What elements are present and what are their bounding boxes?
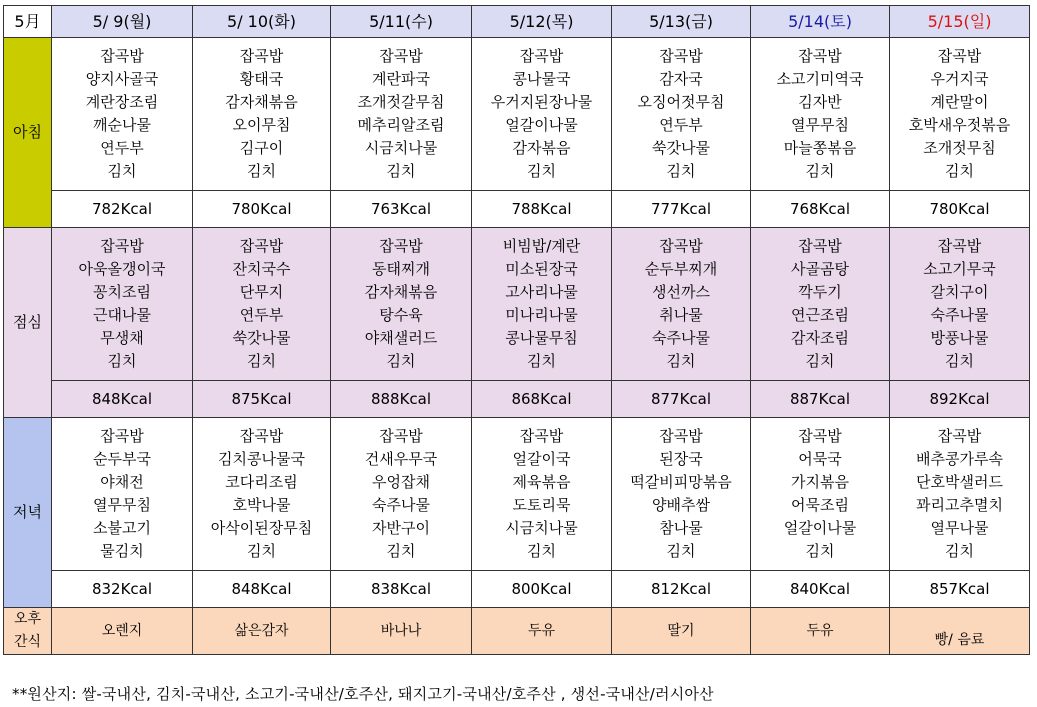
breakfast-section: [4, 38, 1030, 228]
menu-cell: [331, 228, 472, 381]
menu-item: 잡곡밥: [519, 427, 564, 445]
menu-cell: [331, 38, 472, 191]
menu-item: 김치: [527, 162, 556, 180]
weekly-menu-table: [3, 5, 1030, 655]
meal-items-row: [4, 418, 1030, 571]
menu-cell: [472, 418, 612, 571]
kcal-cell: 763Kcal: [331, 191, 472, 228]
menu-item: 갈치구이: [930, 283, 989, 301]
menu-cell: [52, 228, 193, 381]
menu-item: 탕수육: [379, 306, 423, 324]
menu-cell: [52, 418, 193, 571]
meal-items-row: [4, 228, 1030, 381]
kcal-row: [4, 191, 1030, 228]
menu-item: 어묵조림: [791, 496, 849, 514]
menu-item: 양지사골국: [85, 70, 159, 88]
menu-cell: [331, 418, 472, 571]
menu-cell: [193, 418, 331, 571]
menu-item: 잡곡밥: [937, 47, 982, 65]
menu-item: 잡곡밥: [100, 427, 144, 445]
kcal-cell: 780Kcal: [890, 191, 1030, 228]
kcal-cell: 877Kcal: [612, 381, 751, 418]
menu-item: 김치: [945, 352, 974, 370]
menu-cell: [890, 38, 1030, 191]
menu-item: 쑥갓나물: [652, 139, 710, 157]
menu-item: 김치: [247, 542, 276, 560]
menu-item: 떡갈비피망볶음: [630, 473, 732, 491]
menu-item: 연근조림: [791, 306, 849, 324]
kcal-cell: 848Kcal: [52, 381, 193, 418]
menu-item: 방풍나물: [930, 329, 989, 347]
menu-item: 잡곡밥: [798, 47, 842, 65]
menu-item: 제육볶음: [512, 473, 571, 491]
menu-cell: [751, 38, 890, 191]
snack-label-line: 오후: [13, 611, 42, 627]
menu-item: 오이무침: [232, 116, 291, 134]
menu-item: 취나물: [659, 306, 703, 324]
menu-item: 잡곡밥: [239, 237, 284, 255]
menu-item: 조개젓무침: [923, 139, 996, 157]
menu-item: 사골곰탕: [791, 260, 849, 278]
menu-item: 조개젓갈무침: [357, 93, 445, 111]
origin-footnote: **원산지: 쌀-국내산, 김치-국내산, 소고기-국내산/호주산, 돼지고기-국내산/호주산 , 생선-국내산/러시아산: [12, 685, 714, 703]
menu-item: 잡곡밥: [937, 237, 982, 255]
menu-item: 잡곡밥: [100, 47, 144, 65]
menu-item: 도토리묵: [512, 496, 571, 514]
menu-cell: [751, 418, 890, 571]
menu-item: 고사리나물: [505, 283, 578, 301]
menu-item: 호박나물: [232, 496, 291, 514]
menu-item: 황태국: [239, 70, 284, 88]
menu-item: 연두부: [659, 116, 703, 134]
kcal-cell: 848Kcal: [193, 571, 331, 608]
snack-cell: 바나나: [331, 608, 472, 655]
menu-item: 계란말이: [930, 93, 989, 111]
menu-cell: [612, 228, 751, 381]
menu-item: 잡곡밥: [519, 47, 564, 65]
menu-item: 마늘쫑볶음: [783, 139, 857, 157]
menu-item: 연두부: [239, 306, 284, 324]
menu-item: 비빔밥/계란: [502, 237, 581, 255]
menu-item: 가지볶음: [791, 473, 849, 491]
kcal-cell: 782Kcal: [52, 191, 193, 228]
menu-item: 콩나물무침: [505, 329, 578, 347]
dinner-section: [4, 418, 1030, 608]
snack-cell: 삶은감자: [193, 608, 331, 655]
lunch-section: [4, 228, 1030, 418]
menu-item: 순두부찌개: [644, 260, 718, 278]
menu-item: 열무무침: [791, 116, 849, 134]
menu-item: 소고기무국: [923, 260, 996, 278]
menu-item: 잔치국수: [232, 260, 291, 278]
menu-item: 감자국: [659, 70, 703, 88]
menu-item: 동태찌개: [372, 260, 430, 278]
snack-cell: 두유: [751, 608, 890, 655]
menu-item: 감자채볶음: [225, 93, 298, 111]
menu-item: 잡곡밥: [239, 427, 284, 445]
kcal-row: [4, 571, 1030, 608]
menu-item: 얼갈이국: [512, 450, 571, 468]
menu-item: 김치: [805, 542, 835, 560]
menu-item: 시금치나물: [364, 139, 438, 157]
header-row: [4, 6, 1030, 38]
menu-item: 김치: [666, 352, 696, 370]
menu-item: 잡곡밥: [379, 427, 423, 445]
snack-label: [4, 608, 52, 655]
menu-item: 야채샐러드: [364, 329, 438, 347]
menu-item: 자반구이: [372, 519, 430, 537]
menu-item: 김치: [805, 352, 835, 370]
kcal-cell: 887Kcal: [751, 381, 890, 418]
menu-item: 숙주나물: [652, 329, 710, 347]
menu-item: 단무지: [239, 283, 284, 301]
menu-cell: [472, 228, 612, 381]
menu-item: 잡곡밥: [379, 47, 423, 65]
meal-label: 점심: [4, 228, 52, 418]
menu-item: 배추콩가루속: [916, 450, 1003, 468]
day-header-sunday: 5/15(일): [890, 6, 1030, 38]
menu-item: 미소된장국: [505, 260, 578, 278]
menu-item: 잡곡밥: [239, 47, 284, 65]
menu-item: 김치콩나물국: [218, 450, 305, 468]
menu-cell: [612, 418, 751, 571]
menu-item: 잡곡밥: [937, 427, 982, 445]
kcal-cell: 888Kcal: [331, 381, 472, 418]
menu-item: 감자볶음: [512, 139, 571, 157]
menu-item: 시금치나물: [505, 519, 578, 537]
meal-label: 저녁: [4, 418, 52, 608]
menu-item: 열무나물: [930, 519, 989, 537]
menu-item: 김치: [666, 162, 696, 180]
menu-item: 꽈리고추멸치: [916, 496, 1003, 514]
menu-item: 김치: [247, 352, 276, 370]
menu-item: 우거지된장나물: [490, 93, 593, 111]
menu-item: 잡곡밥: [100, 237, 144, 255]
menu-item: 김치: [666, 542, 696, 560]
kcal-cell: 788Kcal: [472, 191, 612, 228]
menu-item: 콩나물국: [512, 70, 571, 88]
menu-item: 깨순나물: [93, 116, 151, 134]
menu-item: 우엉잡채: [372, 473, 430, 491]
menu-item: 잡곡밥: [798, 237, 842, 255]
day-header: 5/ 10(화): [193, 6, 331, 38]
menu-item: 김치: [386, 162, 416, 180]
kcal-cell: 800Kcal: [472, 571, 612, 608]
menu-item: 깍두기: [798, 283, 842, 301]
menu-item: 잡곡밥: [659, 47, 703, 65]
kcal-cell: 840Kcal: [751, 571, 890, 608]
kcal-cell: 780Kcal: [193, 191, 331, 228]
menu-item: 연두부: [100, 139, 144, 157]
snack-cell: 오렌지: [52, 608, 193, 655]
menu-item: 김치: [805, 162, 835, 180]
menu-item: 무생채: [100, 329, 144, 347]
kcal-cell: 777Kcal: [612, 191, 751, 228]
menu-item: 호박새우젓볶음: [908, 116, 1011, 134]
menu-item: 김치: [386, 542, 416, 560]
menu-item: 아욱올갱이국: [78, 260, 166, 278]
day-header: 5/12(목): [472, 6, 612, 38]
menu-item: 쑥갓나물: [232, 329, 291, 347]
kcal-cell: 832Kcal: [52, 571, 193, 608]
menu-cell: [612, 38, 751, 191]
menu-item: 미나리나물: [505, 306, 578, 324]
menu-item: 잡곡밥: [798, 427, 842, 445]
menu-item: 김치: [107, 162, 137, 180]
meal-items-row: [4, 38, 1030, 191]
menu-item: 김치: [107, 352, 137, 370]
day-header: 5/ 9(월): [52, 6, 193, 38]
menu-item: 김치: [247, 162, 276, 180]
menu-item: 김치: [527, 542, 556, 560]
kcal-cell: 892Kcal: [890, 381, 1030, 418]
menu-item: 소불고기: [93, 519, 151, 537]
menu-cell: [193, 228, 331, 381]
menu-item: 단호박샐러드: [916, 473, 1003, 491]
menu-item: 잡곡밥: [379, 237, 423, 255]
menu-item: 코다리조림: [225, 473, 298, 491]
menu-item: 소고기미역국: [776, 70, 864, 88]
menu-item: 숙주나물: [372, 496, 430, 514]
menu-item: 감자채볶음: [364, 283, 438, 301]
menu-item: 생선까스: [652, 283, 710, 301]
menu-item: 아삭이된장무침: [210, 519, 313, 537]
snack-label-line: 간식: [13, 634, 42, 650]
menu-cell: [890, 228, 1030, 381]
menu-item: 양배추쌈: [652, 496, 710, 514]
menu-item: 계란장조림: [85, 93, 159, 111]
menu-cell: [890, 418, 1030, 571]
day-header: 5/11(수): [331, 6, 472, 38]
menu-cell: [52, 38, 193, 191]
menu-item: 순두부국: [93, 450, 151, 468]
menu-item: 참나물: [659, 519, 703, 537]
menu-item: 김구이: [239, 139, 284, 157]
menu-item: 얼갈이나물: [505, 116, 578, 134]
menu-item: 얼갈이나물: [783, 519, 857, 537]
menu-item: 감자조림: [791, 329, 849, 347]
menu-item: 어묵국: [798, 450, 842, 468]
menu-item: 건새우무국: [364, 450, 438, 468]
kcal-cell: 875Kcal: [193, 381, 331, 418]
menu-cell: [751, 228, 890, 381]
month-label: 5月: [4, 6, 52, 38]
kcal-row: [4, 381, 1030, 418]
menu-item: 오징어젓무침: [637, 93, 725, 111]
menu-item: 물김치: [100, 542, 144, 560]
menu-item: 김치: [945, 542, 974, 560]
menu-item: 근대나물: [93, 306, 151, 324]
menu-item: 계란파국: [372, 70, 430, 88]
menu-cell: [472, 38, 612, 191]
menu-item: 잡곡밥: [659, 427, 703, 445]
meal-label: 아침: [4, 38, 52, 228]
snack-cell: 두유: [472, 608, 612, 655]
menu-item: 김치: [386, 352, 416, 370]
kcal-cell: 868Kcal: [472, 381, 612, 418]
menu-item: 열무무침: [93, 496, 151, 514]
snack-cell: 딸기: [612, 608, 751, 655]
kcal-cell: 838Kcal: [331, 571, 472, 608]
menu-item: 꽁치조림: [93, 283, 151, 301]
menu-cell: [193, 38, 331, 191]
menu-item: 김치: [527, 352, 556, 370]
day-header-saturday: 5/14(토): [751, 6, 890, 38]
menu-item: 숙주나물: [930, 306, 989, 324]
kcal-cell: 857Kcal: [890, 571, 1030, 608]
menu-item: 야채전: [100, 473, 144, 491]
day-header: 5/13(금): [612, 6, 751, 38]
kcal-cell: 768Kcal: [751, 191, 890, 228]
menu-item: 메추리알조림: [357, 116, 445, 134]
menu-item: 된장국: [659, 450, 703, 468]
menu-item: 우거지국: [930, 70, 989, 88]
menu-item: 잡곡밥: [659, 237, 703, 255]
menu-item: 김자반: [798, 93, 842, 111]
menu-item: 김치: [945, 162, 974, 180]
kcal-cell: 812Kcal: [612, 571, 751, 608]
snack-row: [4, 608, 1030, 655]
snack-cell: 빵/ 음료: [890, 608, 1030, 655]
